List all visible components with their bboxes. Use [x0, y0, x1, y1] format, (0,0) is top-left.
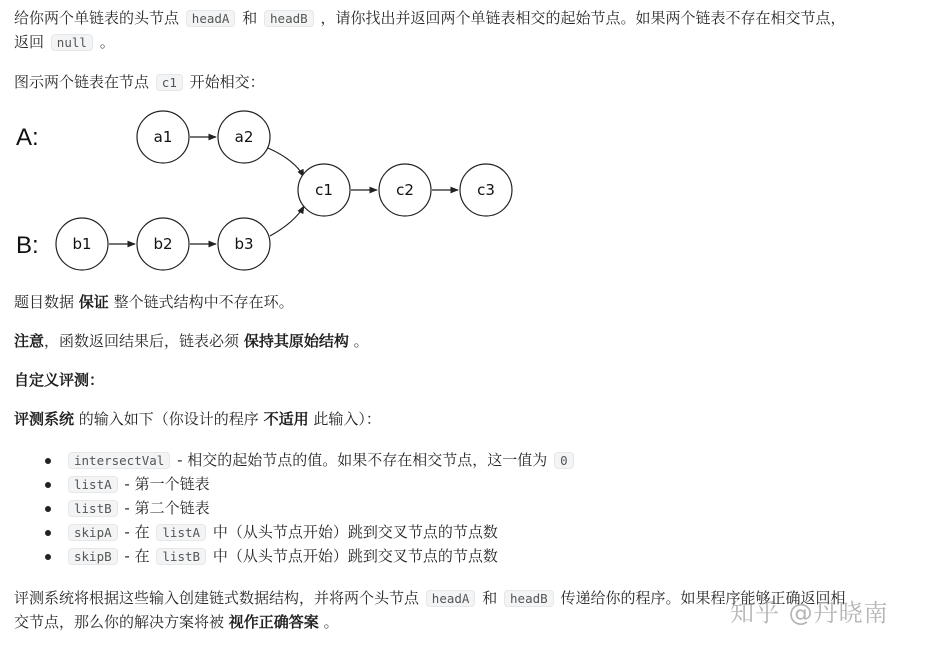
judge-text: 此输入）：: [313, 410, 381, 428]
closing-text: 评测系统将根据这些输入创建链式数据结构，并将两个头节点: [14, 589, 420, 607]
closing-bold: 视作正确答案: [228, 613, 319, 631]
intro-text: ，请你找出并返回两个单链表相交的起始节点。如果两个链表不存在相交节点，: [320, 9, 846, 27]
list-item: [14, 472, 576, 496]
note-text: 。: [353, 332, 369, 350]
code-headB: headB: [264, 10, 314, 27]
guarantee-text: 整个链式结构中不存在环。: [113, 293, 294, 311]
param-desc: 中（从头节点开始）跳到交叉节点的节点数: [212, 547, 498, 565]
node-label: c3: [477, 181, 495, 199]
judge-line: [14, 408, 381, 430]
guarantee-line: [14, 291, 294, 313]
param-desc: - 相交的起始节点的值。如果不存在相交节点，这一值为: [177, 451, 548, 469]
node-b3: [218, 218, 270, 270]
bullet-dot: [45, 506, 51, 512]
param-desc: 中（从头节点开始）跳到交叉节点的节点数: [212, 523, 498, 541]
param-desc: - 在: [124, 523, 150, 541]
arrow-b3-c1: [270, 206, 304, 236]
caption-text: 图示两个链表在节点: [14, 73, 150, 91]
param-desc: - 在: [124, 547, 150, 565]
guarantee-text: 题目数据: [14, 293, 75, 311]
node-label: b2: [153, 235, 173, 253]
bullet-dot: [45, 458, 51, 464]
judge-text: 的输入如下（你设计的程序: [78, 410, 259, 428]
code-param: listA: [68, 476, 118, 493]
bullet-dot: [45, 554, 51, 560]
note-bold: 注意: [14, 332, 45, 350]
note-bold: 保持其原始结构: [243, 332, 349, 350]
list-a-label: A:: [16, 124, 39, 151]
list-b-label: B:: [16, 232, 39, 259]
closing-text: 传递给你的程序。如果程序能够正确返回相: [560, 589, 846, 607]
node-b2: [137, 218, 189, 270]
closing-line-2: [14, 611, 339, 633]
node-label: a1: [153, 128, 173, 146]
intro-text: 给你两个单链表的头节点: [14, 9, 180, 27]
node-c3: [460, 164, 512, 216]
list-item: [14, 520, 576, 544]
code-value: 0: [554, 452, 574, 469]
intro-text: 。: [99, 33, 115, 51]
code-headB: headB: [504, 590, 554, 607]
code-headA: headA: [186, 10, 236, 27]
param-desc: - 第一个链表: [124, 475, 210, 493]
custom-judge-heading: 自定义评测：: [14, 371, 105, 389]
node-label: b3: [234, 235, 254, 253]
node-b1: [56, 218, 108, 270]
bullet-dot: [45, 530, 51, 536]
code-headA: headA: [426, 590, 476, 607]
code-param: skipB: [68, 548, 118, 565]
node-a1: [137, 111, 189, 163]
closing-text: 和: [482, 589, 498, 607]
node-c2: [379, 164, 431, 216]
guarantee-bold: 保证: [78, 293, 109, 311]
node-label: b1: [72, 235, 92, 253]
code-param: intersectVal: [68, 452, 170, 469]
closing-text: 交节点，那么你的解决方案将被: [14, 613, 225, 631]
bullet-dot: [45, 482, 51, 488]
caption-text: 开始相交：: [189, 73, 265, 91]
intro-text: 返回: [14, 33, 45, 51]
intro-text: 和: [242, 9, 258, 27]
list-item: [14, 448, 576, 472]
note-text: ，函数返回结果后，链表必须: [44, 332, 240, 350]
zhihu-watermark: 知乎 @丹晓南: [730, 599, 889, 627]
code-list: listB: [156, 548, 206, 565]
node-a2: [218, 111, 270, 163]
judge-bold: 评测系统: [14, 410, 75, 428]
code-null: null: [51, 34, 93, 51]
closing-text: 。: [323, 613, 339, 631]
code-c1: c1: [156, 74, 183, 91]
code-param: listB: [68, 500, 118, 517]
code-param: skipA: [68, 524, 118, 541]
list-item: [14, 544, 576, 568]
judge-bold: 不适用: [263, 410, 309, 428]
node-c1: [298, 164, 350, 216]
param-desc: - 第二个链表: [124, 499, 210, 517]
custom-judge-title: [14, 369, 104, 391]
note-line: [14, 330, 369, 352]
node-label: a2: [234, 128, 254, 146]
code-list: listA: [156, 524, 206, 541]
node-label: c2: [396, 181, 414, 199]
arrow-a2-c1: [268, 148, 304, 177]
list-item: [14, 496, 576, 520]
node-label: c1: [315, 181, 333, 199]
closing-line-1: [14, 587, 845, 610]
input-param-list: [14, 448, 576, 568]
